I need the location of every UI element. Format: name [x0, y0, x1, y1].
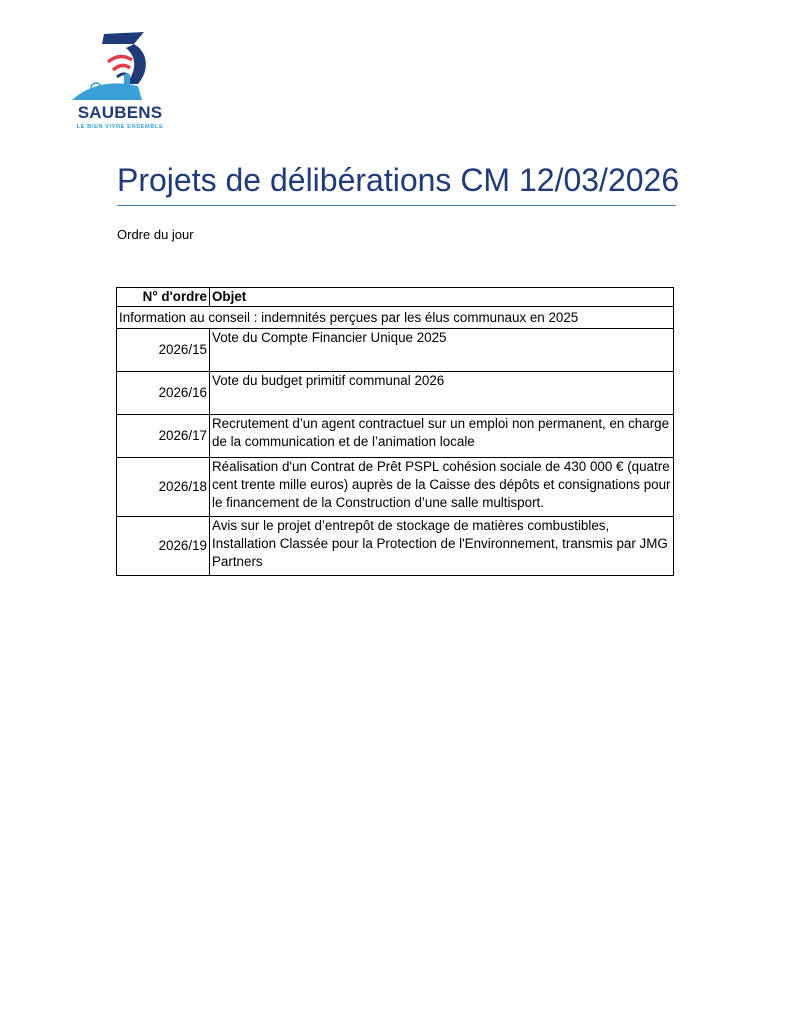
- row-number: 2026/19: [117, 517, 210, 576]
- title-divider: [117, 205, 676, 206]
- row-object: Vote du Compte Financier Unique 2025: [210, 329, 674, 372]
- table-row: [117, 372, 674, 415]
- logo-tagline: LE BIEN VIVRE ENSEMBLE: [76, 124, 164, 130]
- logo-name: SAUBENS: [77, 103, 163, 122]
- saubens-logo: [68, 30, 172, 136]
- table-row: [117, 458, 674, 517]
- row-object: Réalisation d'un Contrat de Prêt PSPL cohésion sociale de 430 000 € (quatre cent trente mille euros) auprès de la Caisse des dépôts et consignations pour le financement de la Construction d’une salle multisport.: [210, 458, 674, 517]
- table-row: [117, 415, 674, 458]
- row-object: Vote du budget primitif communal 2026: [210, 372, 674, 415]
- column-header-number: N° d'ordre: [117, 288, 210, 307]
- table-row: [117, 329, 674, 372]
- agenda-table: [116, 287, 674, 576]
- column-header-object: Objet: [210, 288, 674, 307]
- row-number: 2026/16: [117, 372, 210, 415]
- logo-emblem-icon: [68, 30, 172, 102]
- table-header-row: [117, 288, 674, 307]
- page-title: Projets de délibérations CM 12/03/2026: [117, 162, 680, 198]
- info-row: [117, 307, 674, 329]
- row-object: Recrutement d’un agent contractuel sur un emploi non permanent, en charge de la communication et de l’animation locale: [210, 415, 674, 458]
- row-number: 2026/18: [117, 458, 210, 517]
- info-cell: Information au conseil : indemnités perçues par les élus communaux en 2025: [117, 307, 674, 329]
- row-number: 2026/15: [117, 329, 210, 372]
- agenda-label: Ordre du jour: [117, 227, 194, 242]
- row-number: 2026/17: [117, 415, 210, 458]
- row-object: Avis sur le projet d’entrepôt de stockage de matières combustibles, Installation Classée pour la Protection de l'Environnement, transmis par JMG Partners: [210, 517, 674, 576]
- table-row: [117, 517, 674, 576]
